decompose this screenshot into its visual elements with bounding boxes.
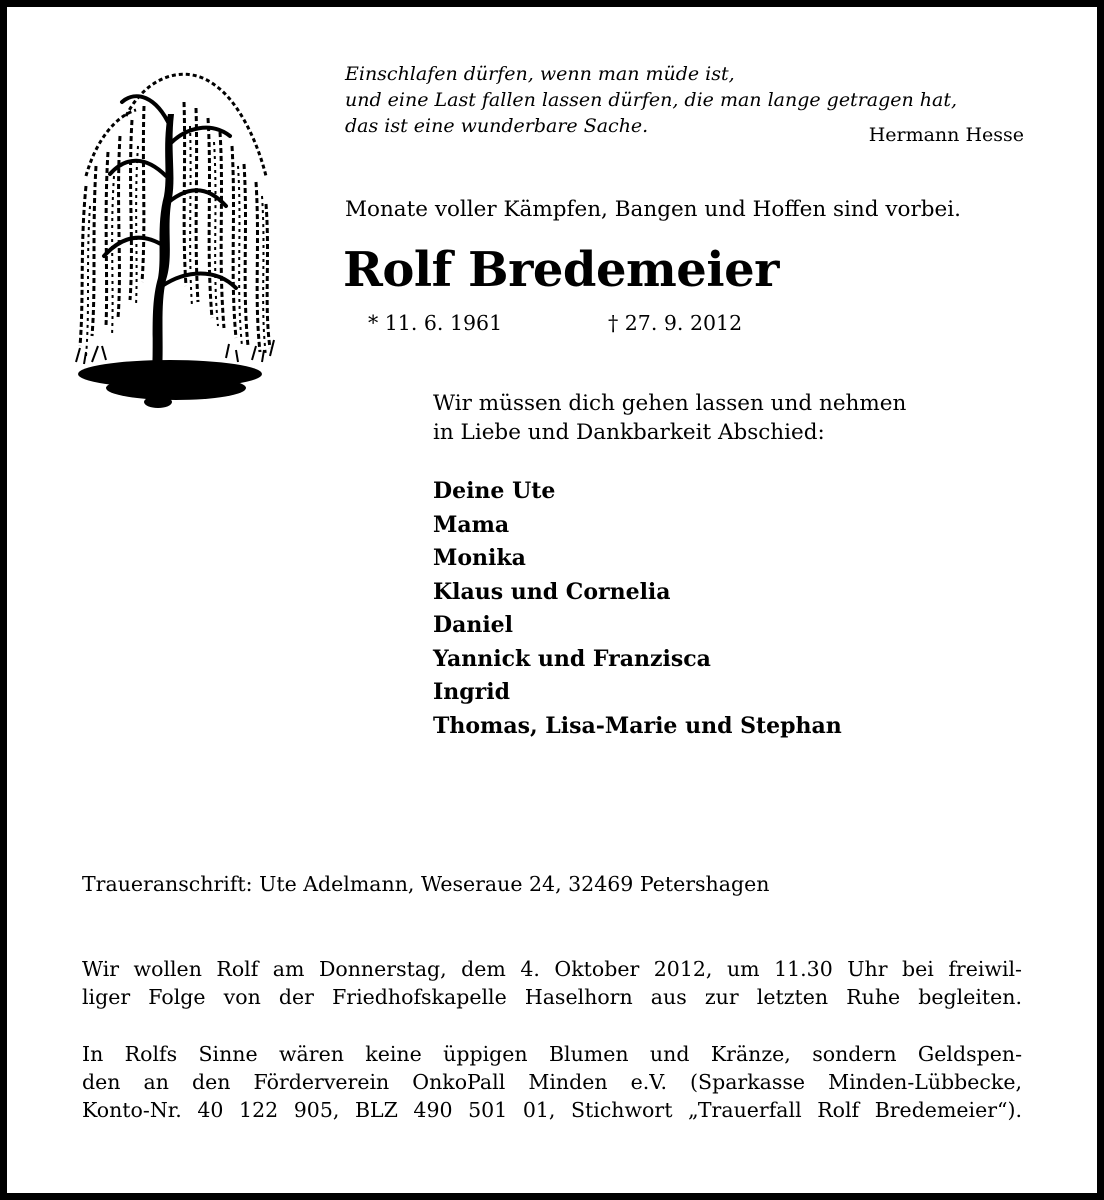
mourning-address: Traueranschrift: Ute Adelmann, Weseraue 24, 32469 Petershagen bbox=[82, 872, 770, 896]
quote-line-2: und eine Last fallen lassen dürfen, die man lange getragen hat, bbox=[345, 89, 958, 111]
deceased-name: Rolf Bredemeier bbox=[343, 242, 779, 298]
mourner-item: Mama bbox=[433, 511, 510, 538]
death-date: † 27. 9. 2012 bbox=[608, 311, 743, 335]
funeral-paragraph bbox=[82, 955, 1022, 1011]
intro-line: Monate voller Kämpfen, Bangen und Hoffen sind vorbei. bbox=[345, 197, 961, 222]
mourners-list bbox=[433, 475, 842, 743]
donation-line-1: In Rolfs Sinne wären keine üppigen Blumen und Kränze, sondern Geldspen- bbox=[82, 1042, 1022, 1066]
funeral-line-2: liger Folge von der Friedhofskapelle Haselhorn aus zur letzten Ruhe begleiten. bbox=[82, 985, 1022, 1009]
funeral-line-1: Wir wollen Rolf am Donnerstag, dem 4. Oktober 2012, um 11.30 Uhr bei freiwil- bbox=[82, 957, 1022, 981]
birth-date: * 11. 6. 1961 bbox=[368, 311, 503, 335]
mourner-item: Deine Ute bbox=[433, 478, 556, 504]
quote-line-3: das ist eine wunderbare Sache. bbox=[345, 115, 649, 137]
mourner-item: Monika bbox=[433, 545, 526, 571]
farewell-line-2: in Liebe und Dankbarkeit Abschied: bbox=[433, 420, 825, 445]
quote-author: Hermann Hesse bbox=[868, 124, 1024, 146]
mourner-item: Yannick und Franzisca bbox=[433, 645, 711, 672]
farewell-line-1: Wir müssen dich gehen lassen und nehmen bbox=[433, 391, 907, 416]
mourner-item: Ingrid bbox=[433, 679, 510, 705]
donation-line-2: den an den Förderverein OnkoPall Minden e.V. (Sparkasse Minden-Lübbecke, bbox=[82, 1070, 1022, 1094]
weeping-willow-tree-icon bbox=[66, 56, 282, 416]
mourner-item: Daniel bbox=[433, 612, 514, 638]
mourner-item: Klaus und Cornelia bbox=[433, 578, 671, 605]
donation-paragraph bbox=[82, 1040, 1022, 1124]
quote-line-1: Einschlafen dürfen, wenn man müde ist, bbox=[345, 63, 735, 85]
mourner-item: Thomas, Lisa-Marie und Stephan bbox=[433, 712, 842, 739]
donation-line-3: Konto-Nr. 40 122 905, BLZ 490 501 01, Stichwort „Trauerfall Rolf Bredemeier“). bbox=[82, 1098, 1022, 1122]
